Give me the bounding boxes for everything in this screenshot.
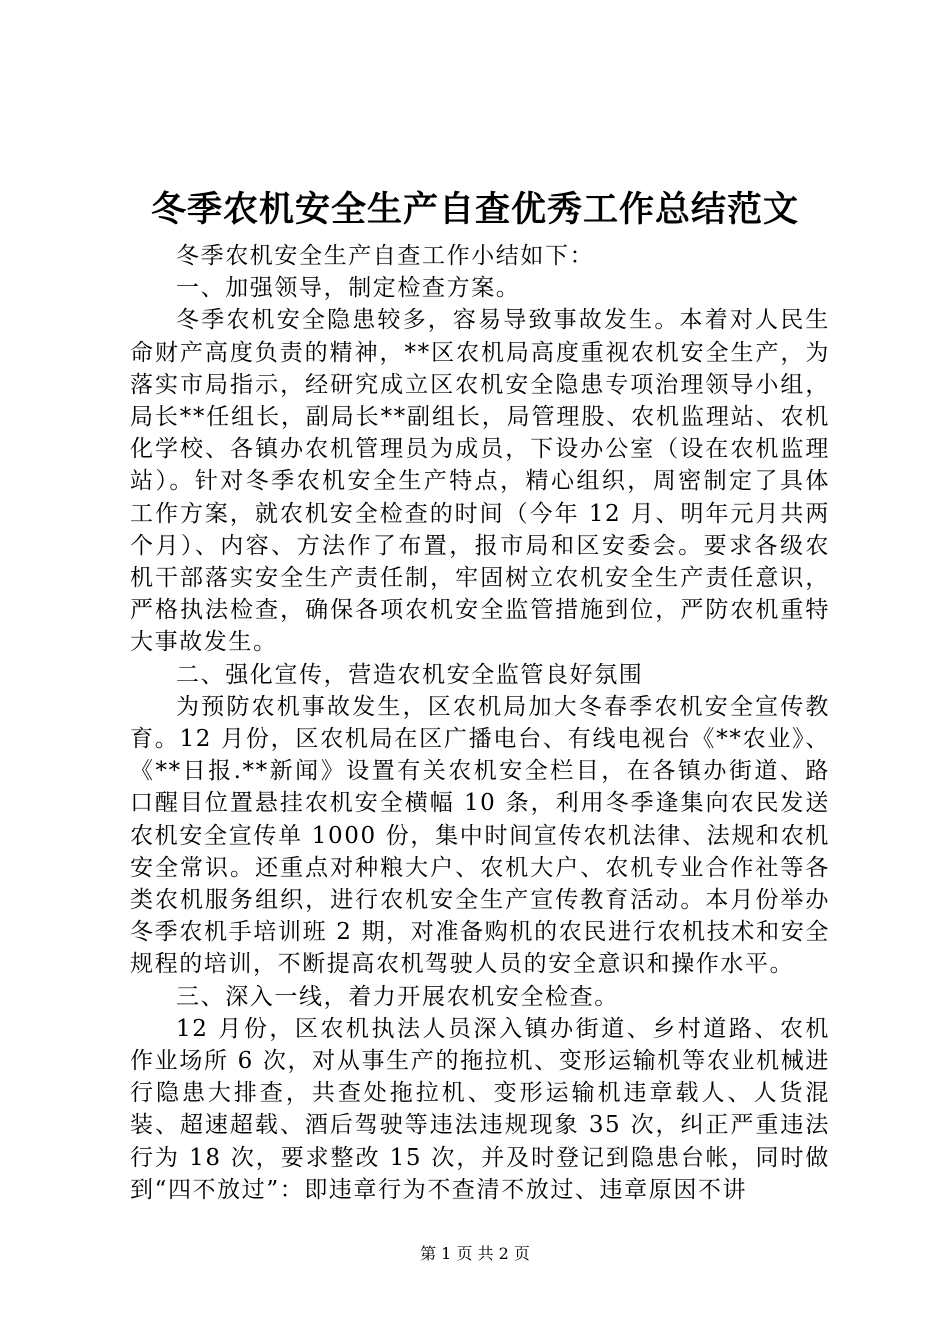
section-heading-2: 二、强化宣传，营造农机安全监管良好氛围	[176, 661, 644, 688]
page-number: 第 1 页 共 2 页	[420, 1244, 530, 1263]
paragraph-section-3: 12 月份，区农机执法人员深入镇办街道、乡村道路、农机作业场所 6 次，对从事生产的拖拉机、变形运输机等农业机械进行隐患大排查，共查处拖拉机、变形运输机违章载人、人货混装、超速超载、酒后驾驶等违法违规现象 35 次，纠正严重违法行为 18 次，要求整改 15 次，并及时登记到隐患台帐，同时做到“四不放过”：即违章行为不查清不放过、违章原因不讲	[130, 1015, 830, 1203]
paragraph-section-1: 冬季农机安全隐患较多，容易导致事故发生。本着对人民生命财产高度负责的精神，**区农机局高度重视农机安全生产，为落实市局指示，经研究成立区农机安全隐患专项治理领导小组，局长**任组长，副局长**副组长，局管理股、农机监理站、农机化学校、各镇办农机管理员为成员，下设办公室（设在农机监理站）。针对冬季农机安全生产特点，精心组织，周密制定了具体工作方案，就农机安全检查的时间（今年 12 月、明年元月共两个月）、内容、方法作了布置，报市局和区安委会。要求各级农机干部落实安全生产责任制，牢固树立农机安全生产责任意识，严格执法检查，确保各项农机安全监管措施到位，严防农机重特大事故发生。	[130, 307, 830, 656]
document-title: 冬季农机安全生产自查优秀工作总结范文	[150, 189, 799, 230]
paragraph-section-2: 为预防农机事故发生，区农机局加大冬春季农机安全宣传教育。12 月份，区农机局在区广播电台、有线电视台《**农业》、《**日报.**新闻》设置有关农机安全栏目，在各镇办街道、路口醒目位置悬挂农机安全横幅 10 条，利用冬季逢集向农民发送农机安全宣传单 1000 份，集中时间宣传农机法律、法规和农机安全常识。还重点对种粮大户、农机大户、农机专业合作社等各类农机服务组织，进行农机安全生产宣传教育活动。本月份举办冬季农机手培训班 2 期，对准备购机的农民进行农机技术和安全规程的培训，不断提高农机驾驶人员的安全意识和操作水平。	[130, 693, 830, 978]
paragraph-intro: 冬季农机安全生产自查工作小结如下：	[176, 243, 595, 269]
section-heading-3: 三、深入一线，着力开展农机安全检查。	[176, 983, 619, 1010]
section-heading-1: 一、加强领导，制定检查方案。	[176, 275, 521, 302]
document-body	[130, 240, 830, 1206]
